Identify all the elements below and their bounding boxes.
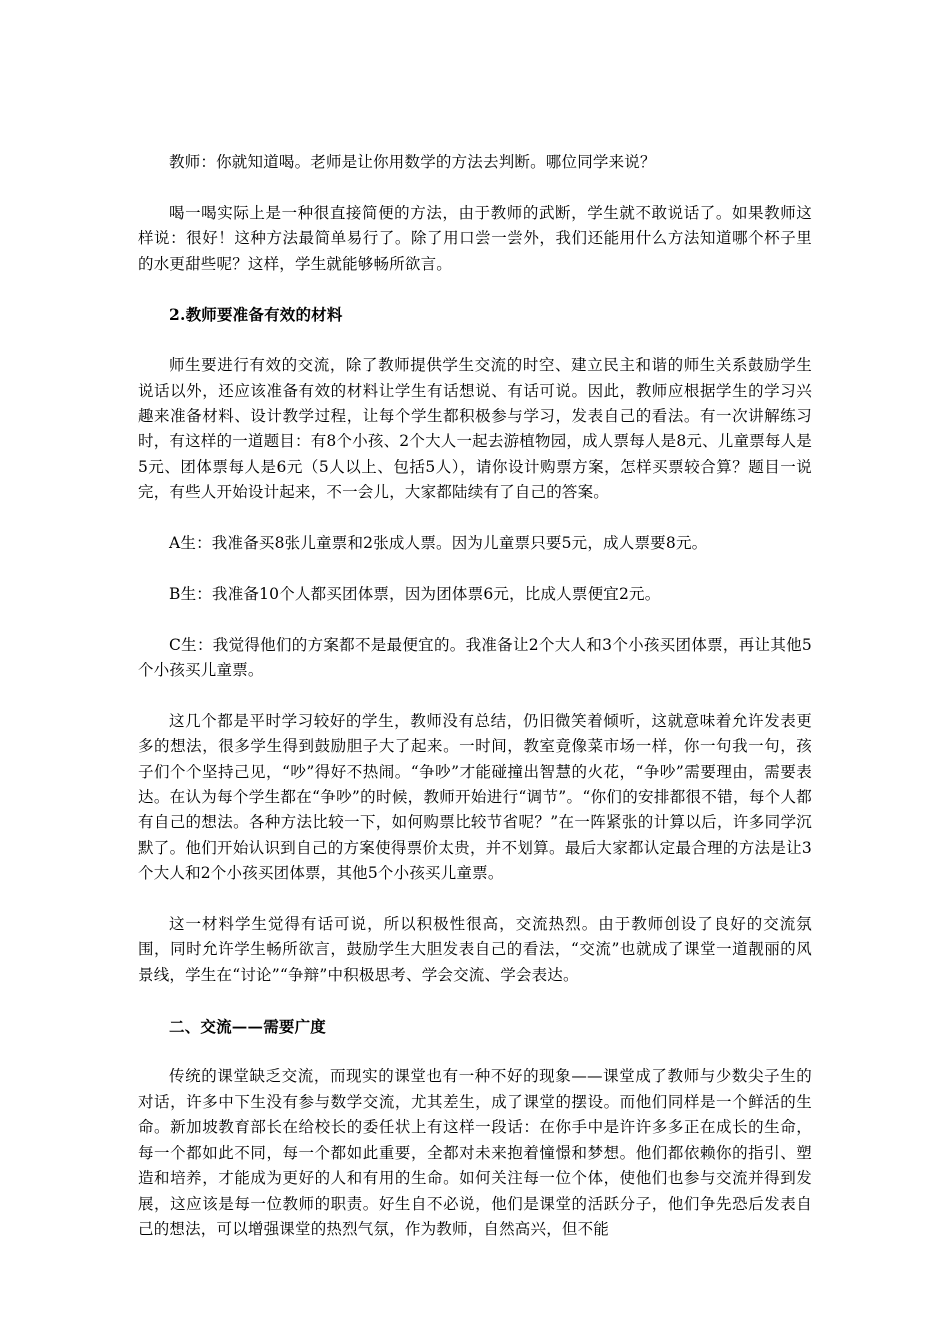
paragraph: 师生要进行有效的交流，除了教师提供学生交流的时空、建立民主和谐的师生关系鼓励学生说话以外，还应该准备有效的材料让学生有话想说、有话可说。因此，教师应根据学生的学习兴趣来准备材料、设计教学过程，让每个学生都积极参与学习，发表自己的看法。有一次讲解练习时，有这样的一道题目：有8个小孩、2个大人一起去游植物园，成人票每人是8元、儿童票每人是5元、团体票每人是6元（5人以上、包括5人），请你设计购票方案，怎样买票较合算？题目一说完，有些人开始设计起来，不一会儿，大家都陆续有了自己的答案。 [138,356,812,502]
paragraph-gap [138,683,812,708]
paragraph: 这一材料学生觉得有话可说，所以积极性很高，交流热烈。由于教师创设了良好的交流氛围，同时允许学生畅所欲言，鼓励学生大胆发表自己的看法，“交流”也就成了课堂一道靓丽的风景线，学生在“讨论”“争辩”中积极思考、学会交流、学会表达。 [138,915,812,984]
paragraph-gap [138,328,812,353]
paragraph-gap [138,277,812,302]
paragraph: 这几个都是平时学习较好的学生，教师没有总结，仍旧微笑着倾听，这就意味着允许发表更多的想法，很多学生得到鼓励胆子大了起来。一时间，教室竟像菜市场一样，你一句我一句，孩子们个个坚持己见，“吵”得好不热闹。“争吵”才能碰撞出智慧的火花，“争吵”需要理由，需要表达。在认为每个学生都在“争吵”的时候，教师开始进行“调节”。“你们的安排都很不错，每个人都有自己的想法。各种方法比较一下，如何购票比较节省呢？”在一阵紧张的计算以后，许多同学沉默了。他们开始认识到自己的方案使得票价太贵，并不划算。最后大家都认定最合理的方法是让3个大人和2个小孩买团体票，其他5个小孩买儿童票。 [138,711,812,883]
paragraph-gap [138,607,812,632]
paragraph-gap [138,988,812,1013]
paragraph: 传统的课堂缺乏交流，而现实的课堂也有一种不好的现象——课堂成了教师与少数尖子生的对话，许多中下生没有参与数学交流，尤其差生，成了课堂的摆设。而他们同样是一个鲜活的生命。新加坡教育部长在给校长的委任状上有这样一段话：在你手中是许许多多正在成长的生命，每一个都如此不同，每一个都如此重要，全都对未来抱着憧憬和梦想。他们都依赖你的指引、塑造和培养，才能成为更好的人和有用的生命。如何关注每一位个体，使他们也参与交流并得到发展，这应该是每一位教师的职责。好生自不必说，他们是课堂的活跃分子，他们争先恐后发表自己的想法，可以增强课堂的热烈气氛，作为教师，自然高兴，但不能 [138,1067,812,1238]
section-heading: 二、交流——需要广度 [169,1016,327,1036]
paragraph: B生：我准备10个人都买团体票，因为团体票6元，比成人票便宜2元。 [169,584,661,603]
paragraph: C生：我觉得他们的方案都不是最便宜的。我准备让2个大人和3个小孩买团体票，再让其他5个小孩买儿童票。 [138,635,812,680]
paragraph-gap [138,887,812,912]
paragraph: A生：我准备买8张儿童票和2张成人票。因为儿童票只要5元，成人票要8元。 [169,534,708,553]
paragraph-gap [138,175,812,200]
document-body [138,150,812,1242]
paragraph-gap [138,1039,812,1064]
paragraph-gap [138,556,812,581]
paragraph-gap [138,506,812,531]
paragraph: 喝一喝实际上是一种很直接简便的方法，由于教师的武断，学生就不敢说话了。如果教师这样说：很好！这种方法最简单易行了。除了用口尝一尝外，我们还能用什么方法知道哪个杯子里的水更甜些呢？这样，学生就能够畅所欲言。 [138,203,812,273]
paragraph: 教师：你就知道喝。老师是让你用数学的方法去判断。哪位同学来说？ [169,153,656,171]
section-heading: 2.教师要准备有效的材料 [169,305,343,325]
